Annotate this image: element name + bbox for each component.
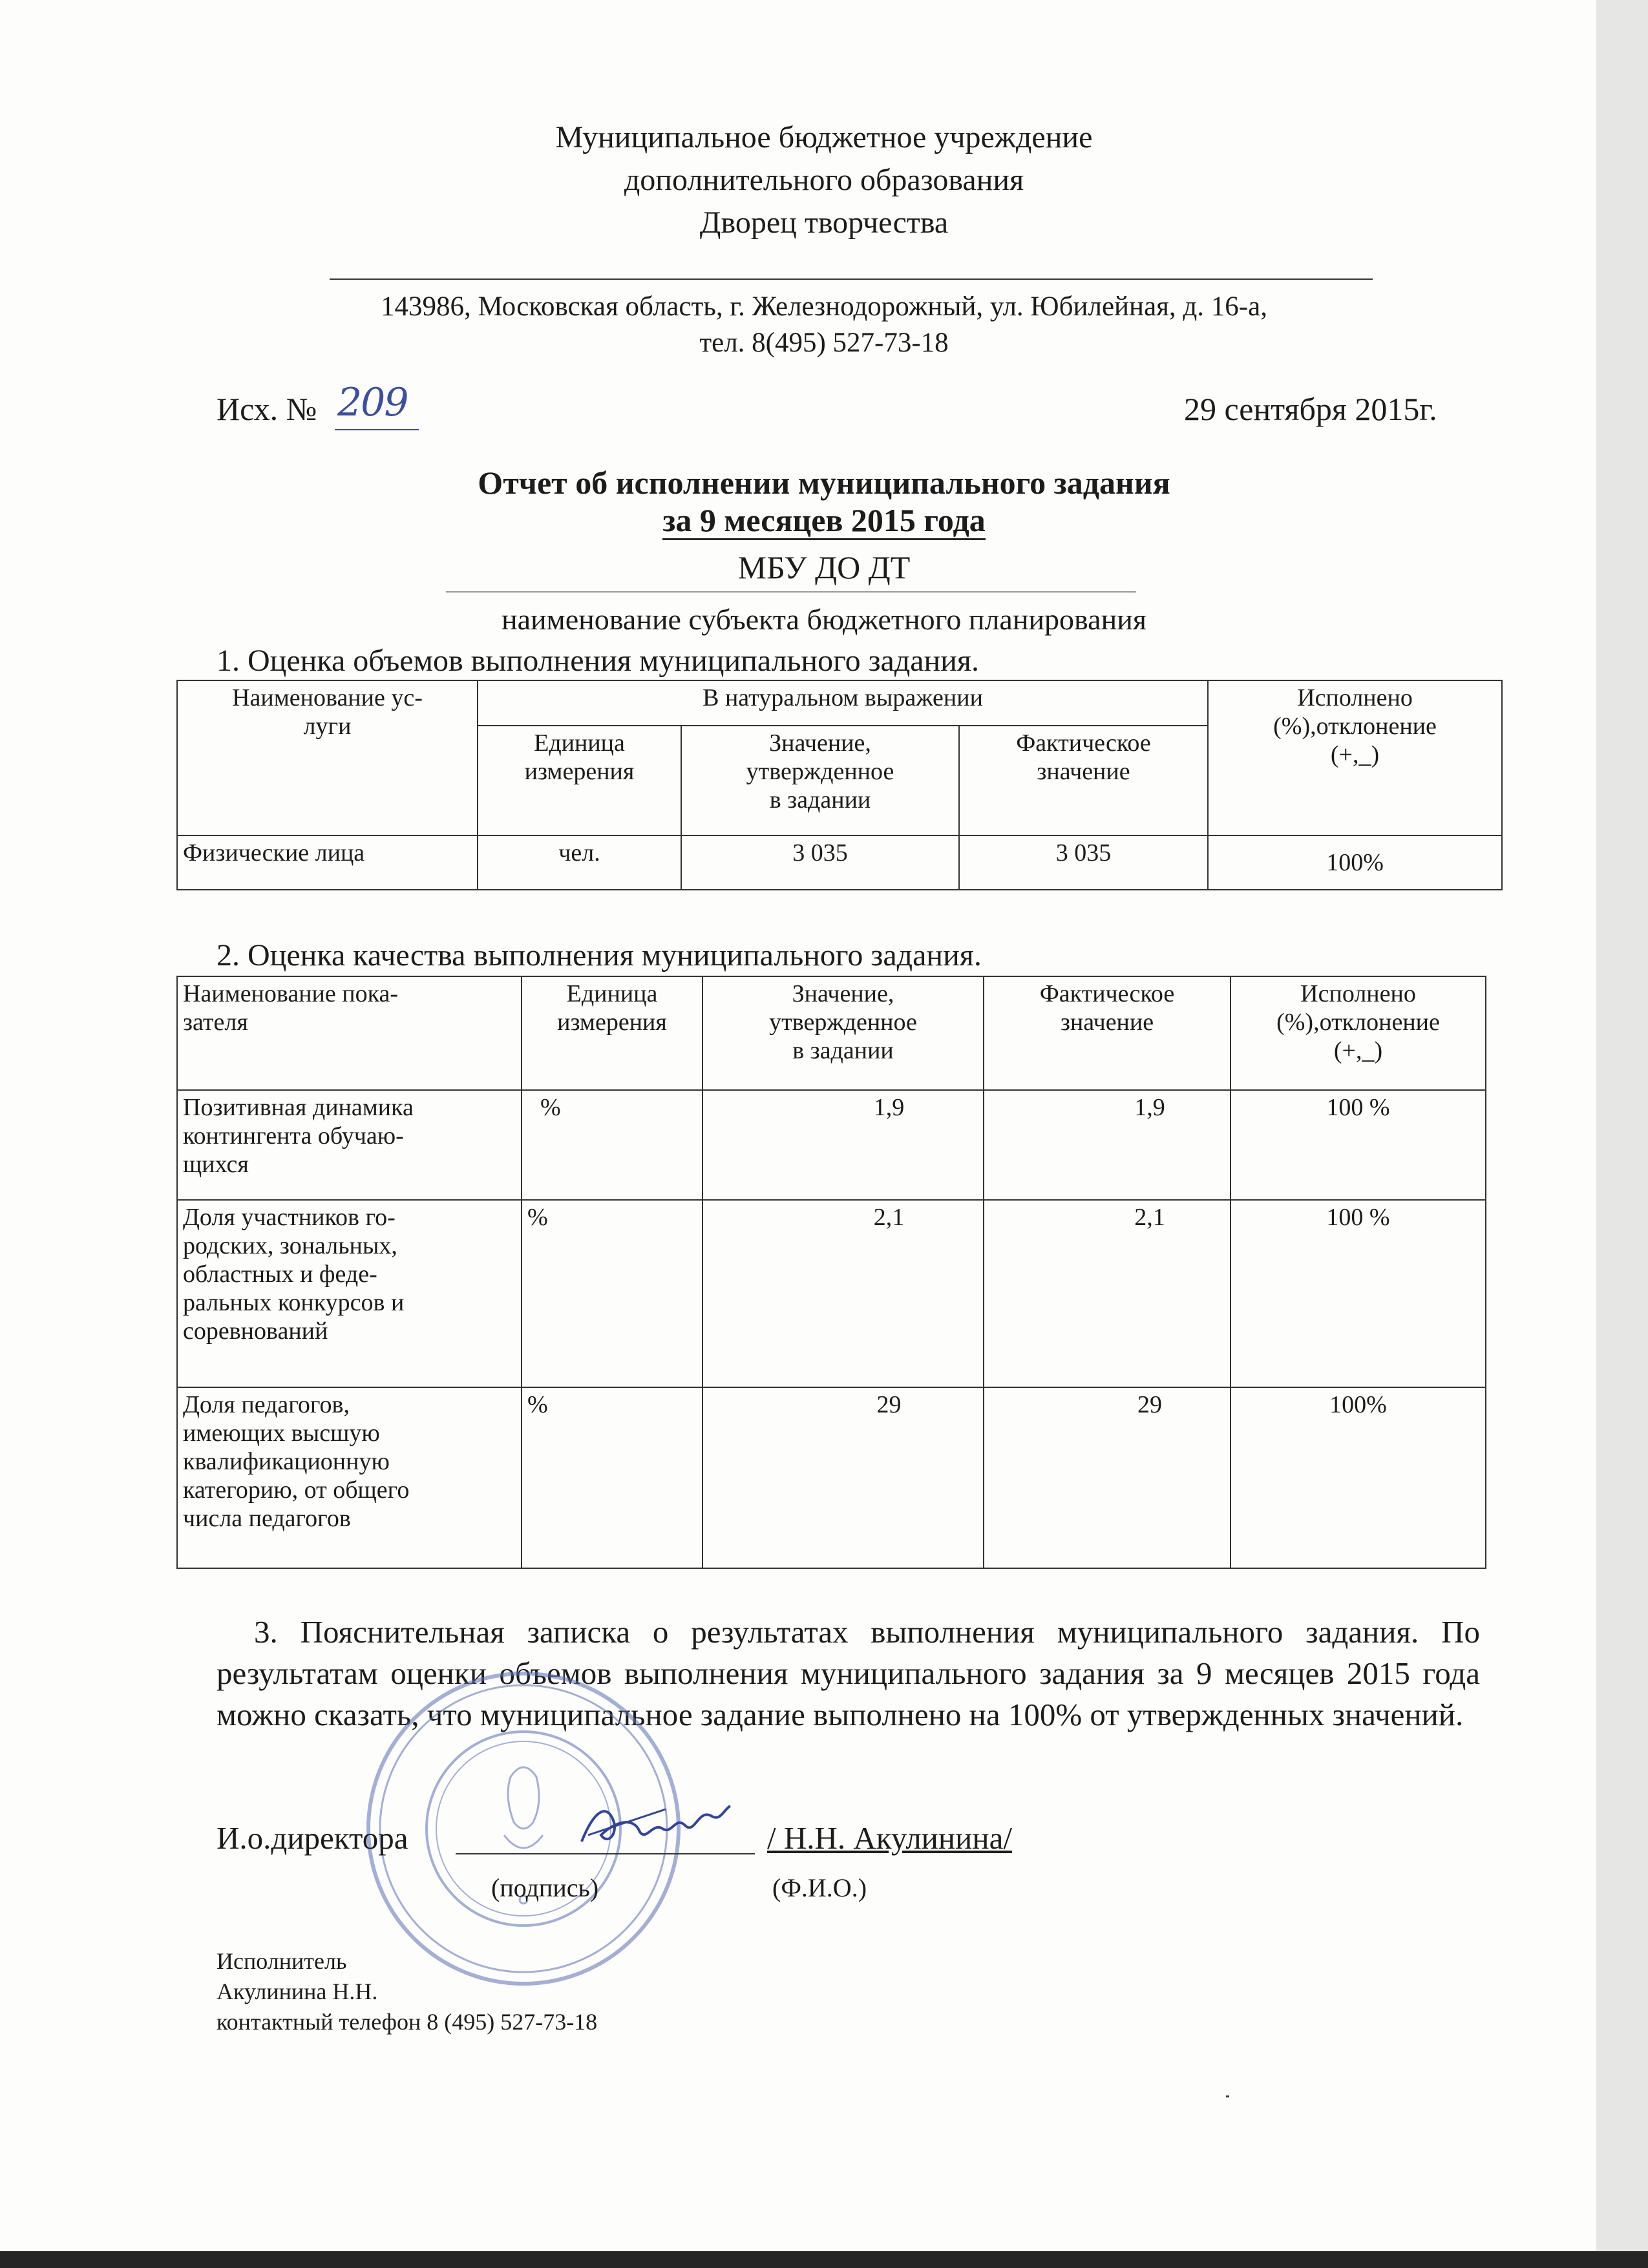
executor-block	[217, 1946, 597, 2037]
cell-actual: 1,9	[984, 1090, 1231, 1200]
subject-underline	[446, 591, 1136, 593]
cell-unit: %	[522, 1090, 703, 1200]
col-executed: Исполнено (%),отклонение (+,_)	[1231, 976, 1486, 1090]
report-title	[0, 464, 1648, 539]
name-caption: (Ф.И.О.)	[772, 1873, 867, 1902]
executor-phone: контактный телефон 8 (495) 527-73-18	[217, 2009, 598, 2035]
col-unit: Единица измерения	[478, 726, 681, 835]
outgoing-label: Исх. №	[217, 391, 317, 427]
cell-unit: %	[522, 1387, 703, 1568]
org-line-1: Муниципальное бюджетное учреждение	[555, 120, 1093, 154]
org-line-3: Дворец творчества	[699, 205, 949, 240]
scan-bottom-edge	[0, 2251, 1648, 2268]
col-actual: Фактическое значение	[959, 726, 1208, 835]
table-row	[177, 1090, 1486, 1200]
scan-speck	[1226, 2095, 1229, 2097]
table-row	[177, 1200, 1486, 1387]
cell-actual: 3 035	[959, 835, 1208, 890]
cell-indicator-name: Позитивная динамика контингента обучаю- щихся	[177, 1090, 522, 1200]
subject-caption: наименование субъекта бюджетного планирования	[502, 603, 1146, 636]
col-executed: Исполнено (%),отклонение (+,_)	[1208, 680, 1502, 835]
signer-role: И.о.директора	[217, 1820, 408, 1856]
section-1-heading: 1. Оценка объемов выполнения муниципального задания.	[217, 644, 980, 678]
cell-executed: 100%	[1208, 835, 1502, 890]
executor-name: Акулинина Н.Н.	[217, 1979, 378, 2004]
col-actual: Фактическое значение	[984, 976, 1231, 1090]
org-header	[0, 116, 1648, 244]
col-natural-group: В натуральном выражении	[478, 680, 1208, 726]
explanatory-note: 3. Пояснительная записка о результатах выполнения муниципального задания. По результатам оценки объемов выполнения муниципального задания за 9 месяцев 2015 года можно сказать, что муниципальное задание выполнено на 100% от утвержденных значений.	[217, 1614, 1480, 1732]
cell-actual: 29	[984, 1387, 1231, 1568]
org-address	[0, 289, 1648, 361]
signature-caption: (подпись)	[491, 1873, 599, 1902]
cell-executed: 100 %	[1231, 1090, 1486, 1200]
cell-approved: 29	[703, 1387, 984, 1568]
outgoing-number: 209	[337, 380, 408, 425]
title-line-1: Отчет об исполнении муниципального задания	[478, 465, 1170, 501]
executor-label: Исполнитель	[217, 1948, 347, 1974]
title-line-2: за 9 месяцев 2015 года	[662, 502, 986, 540]
handwritten-signature-icon	[569, 1796, 737, 1854]
cell-service-name: Физические лица	[177, 835, 478, 890]
signer-name: / Н.Н. Акулинина/	[767, 1820, 1012, 1856]
cell-unit: чел.	[478, 835, 681, 890]
col-approved: Значение, утвержденное в задании	[703, 976, 984, 1090]
cell-unit: %	[522, 1200, 703, 1387]
section-2-heading: 2. Оценка качества выполнения муниципального задания.	[217, 938, 982, 972]
address-line-2: тел. 8(495) 527-73-18	[699, 328, 949, 358]
org-line-2: дополнительного образования	[624, 163, 1024, 197]
address-line-1: 143986, Московская область, г. Железнодорожный, ул. Юбилейная, д. 16-а,	[381, 291, 1267, 322]
cell-approved: 2,1	[703, 1200, 984, 1387]
cell-executed: 100%	[1231, 1387, 1486, 1568]
header-divider	[330, 278, 1373, 280]
cell-actual: 2,1	[984, 1200, 1231, 1387]
outgoing-number-underline	[335, 429, 419, 430]
col-indicator-name: Наименование пока- зателя	[177, 976, 522, 1090]
volume-table	[176, 680, 1503, 890]
table-row	[177, 835, 1502, 890]
col-approved: Значение, утвержденное в задании	[681, 726, 959, 835]
table-row	[177, 1387, 1486, 1568]
cell-indicator-name: Доля участников го- родских, зональных, областных и феде- ральных конкурсов и соревнований	[177, 1200, 522, 1387]
cell-indicator-name: Доля педагогов, имеющих высшую квалификационную категорию, от общего числа педагогов	[177, 1387, 522, 1568]
cell-approved: 1,9	[703, 1090, 984, 1200]
document-date: 29 сентября 2015г.	[1184, 391, 1437, 427]
subject-name: МБУ ДО ДТ	[737, 549, 911, 585]
col-service-name: Наименование ус- луги	[177, 680, 478, 835]
cell-approved: 3 035	[681, 835, 959, 890]
col-unit: Единица измерения	[522, 976, 703, 1090]
cell-executed: 100 %	[1231, 1200, 1486, 1387]
quality-table	[176, 976, 1486, 1569]
